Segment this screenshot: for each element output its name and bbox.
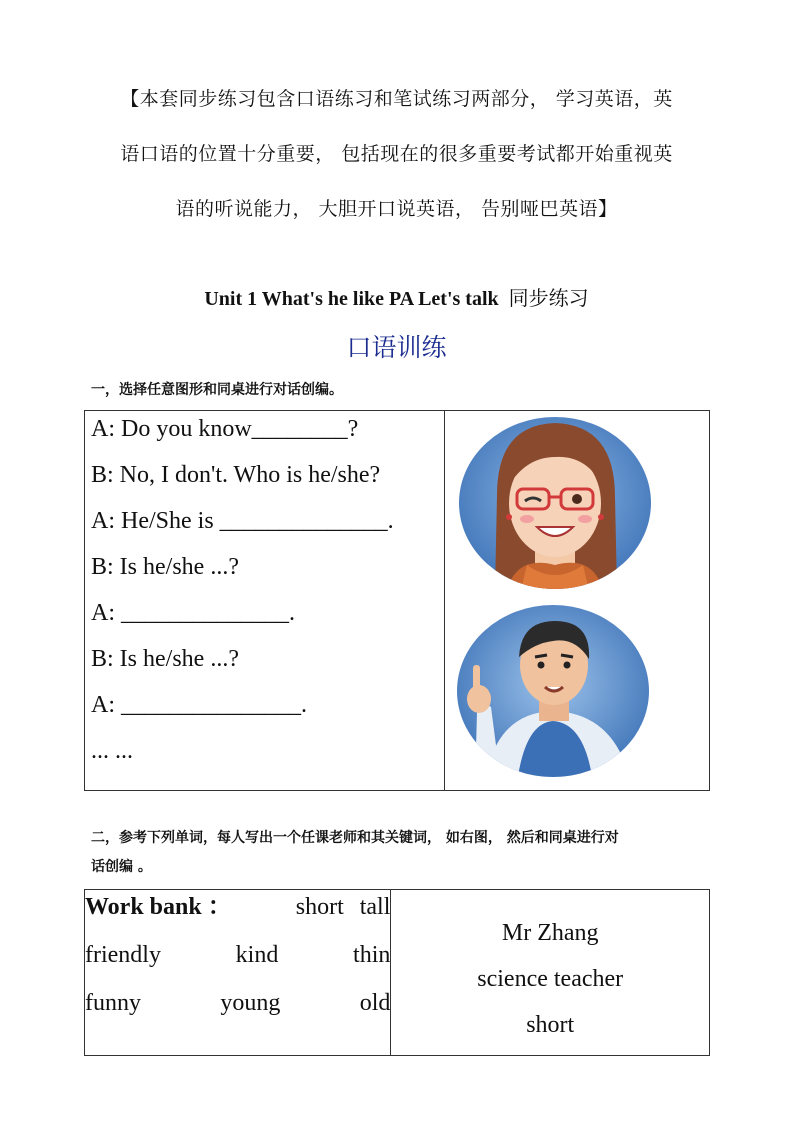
intro-line: 【本套同步练习包含口语练习和笔试练习两部分， 学习英语，英 <box>120 88 673 110</box>
word-item: short <box>295 894 344 920</box>
teacher-name: Mr Zhang <box>501 920 599 946</box>
male-teacher-icon <box>455 603 651 783</box>
dialog-table <box>84 410 710 791</box>
dialog-line: A: ______________. <box>91 600 295 626</box>
section1-heading: 一，选择任意图形和同桌进行对话创编。 <box>91 382 343 398</box>
word-item: thin <box>353 942 391 968</box>
title-chinese: 同步练习 <box>508 286 589 310</box>
oral-training-heading: 口语训练 <box>346 333 447 362</box>
word-bank-label: Work bank ： <box>85 894 232 920</box>
section2-heading <box>91 824 619 882</box>
word-bank-row <box>85 890 390 938</box>
word-item: kind <box>235 942 279 968</box>
intro-line: 语口语的位置十分重要， 包括现在的很多重要考试都开始重视英 <box>120 143 673 165</box>
word-item: old <box>359 990 391 1016</box>
teacher-keyword: short <box>526 1012 575 1038</box>
dialog-line: ... ... <box>91 738 133 764</box>
word-item: friendly <box>85 942 161 968</box>
dialog-line: A: He/She is ______________. <box>91 508 394 534</box>
word-bank-cell <box>85 890 391 1056</box>
dialog-cell <box>85 411 445 791</box>
dialog-line: B: No, I don't. Who is he/she? <box>91 462 381 488</box>
dialog-line: A: Do you know________? <box>91 416 359 442</box>
title-english: Unit 1 What's he like PA Let's talk <box>204 288 499 310</box>
dialog-line: B: Is he/she ...? <box>91 554 239 580</box>
word-bank-row <box>85 986 390 1034</box>
word-bank-table <box>84 889 710 1056</box>
intro-line: 语的听说能力， 大胆开口说英语， 告别哑巴英语】 <box>175 198 618 220</box>
word-item: tall <box>359 894 391 920</box>
section2-heading-line: 二，参考下列单词，每人写出一个任课老师和其关键词， 如右图， 然后和同桌进行对 <box>91 830 619 846</box>
page-title <box>0 282 793 311</box>
word-item: funny <box>85 990 141 1016</box>
dialog-line: B: Is he/she ...? <box>91 646 239 672</box>
example-teacher-cell <box>391 890 710 1056</box>
dialog-line: A: _______________. <box>91 692 307 718</box>
female-teacher-icon <box>457 415 653 595</box>
word-bank-row <box>85 938 390 986</box>
word-item: young <box>220 990 281 1016</box>
section2-heading-line: 话创编 。 <box>91 859 152 875</box>
image-cell <box>445 411 710 791</box>
intro-paragraph <box>84 72 709 237</box>
teacher-subject: science teacher <box>477 966 624 992</box>
